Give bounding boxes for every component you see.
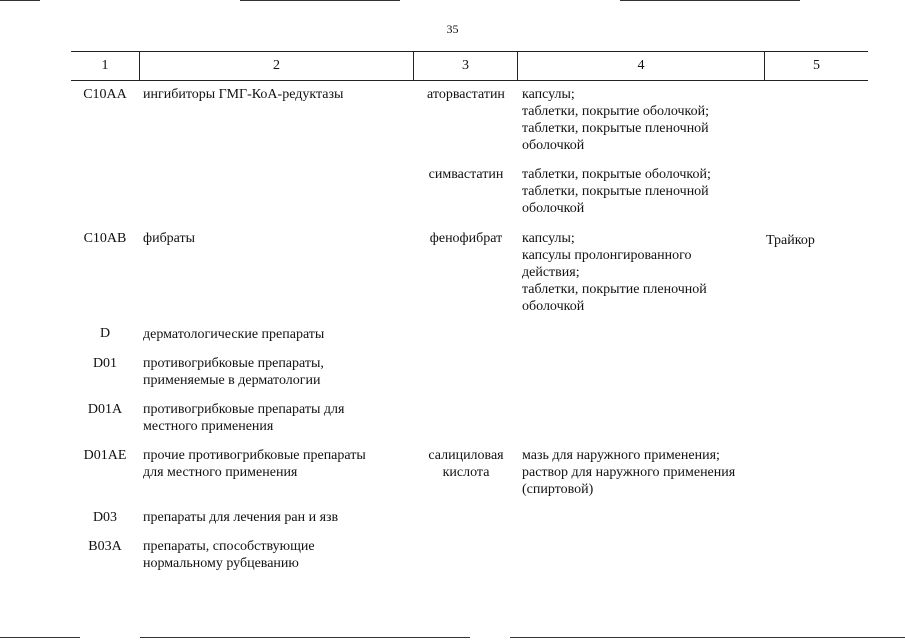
form-line: капсулы; [522, 231, 575, 246]
table-row-code: C10AB [83, 231, 127, 246]
table-row-inn [416, 447, 516, 481]
bottom-edge-line-left [0, 637, 80, 638]
table-row-code: C10AA [83, 87, 127, 102]
inn-line: фенофибрат [429, 231, 503, 246]
header-col-1: 1 [101, 58, 109, 73]
table-row-code: D03 [92, 510, 118, 525]
table-row-code: D01AE [83, 448, 127, 463]
form-line: (спиртовой) [522, 482, 594, 497]
name-line: препараты для лечения ран и язв [143, 510, 339, 525]
name-line: противогрибковые препараты, [143, 356, 324, 371]
table-row-name [143, 447, 413, 481]
table-row-code: D01A [87, 402, 123, 417]
bottom-edge-line-center [140, 637, 470, 638]
form-line: мазь для наружного применения; [522, 448, 720, 463]
inn-line: кислота [442, 465, 490, 480]
top-edge-line-right [620, 0, 800, 1]
table-row-brand: Трайкор [766, 233, 815, 248]
page-number: 35 [446, 22, 459, 36]
name-line: противогрибковые препараты для [143, 402, 345, 417]
form-line: таблетки, покрытые пленочной [522, 184, 709, 199]
inn-line: салициловая [428, 448, 504, 463]
table-row-form [522, 447, 764, 498]
form-line: раствор для наружного применения [522, 465, 736, 480]
table-row-name [143, 230, 413, 247]
name-line: применяемые в дерматологии [143, 373, 321, 388]
top-edge-line-left [0, 0, 40, 1]
header-col-2: 2 [273, 58, 280, 73]
name-line: нормальному рубцеванию [143, 556, 299, 571]
table-row-name [143, 401, 413, 435]
form-line: оболочкой [522, 299, 585, 314]
table-row-name [143, 509, 413, 526]
name-line: препараты, способствующие [143, 539, 315, 554]
inn-line: симвастатин [428, 167, 504, 182]
table-row-code: D01 [92, 356, 118, 371]
form-line: таблетки, покрытые оболочкой; [522, 167, 711, 182]
table-row-form [522, 230, 764, 315]
table-row-inn [416, 230, 516, 247]
name-line: местного применения [143, 419, 274, 434]
table-row-name [143, 355, 413, 389]
table-row-inn [416, 166, 516, 183]
form-line: действия; [522, 265, 580, 280]
table-row-name [143, 86, 413, 103]
table-row-code: B03A [88, 539, 122, 554]
form-line: таблетки, покрытые пленочной [522, 121, 709, 136]
form-line: оболочкой [522, 201, 585, 216]
header-col-4: 4 [637, 58, 645, 73]
name-line: дерматологические препараты [143, 327, 325, 342]
name-line: фибраты [143, 231, 196, 246]
name-line: ингибиторы ГМГ-КоА-редуктазы [143, 87, 344, 102]
form-line: таблетки, покрытие оболочкой; [522, 104, 709, 119]
form-line: таблетки, покрытие пленочной [522, 282, 707, 297]
bottom-edge-line-right [510, 637, 905, 638]
table-row-name [143, 538, 413, 572]
table-row-form [522, 166, 764, 217]
table-header [71, 51, 868, 81]
table-row-code: D [99, 326, 111, 341]
table-row-form [522, 86, 764, 154]
header-col-5: 5 [813, 58, 820, 73]
table-row-name [143, 326, 413, 343]
name-line: для местного применения [143, 465, 298, 480]
table-row-inn [416, 86, 516, 103]
top-edge-line-center [240, 0, 400, 1]
name-line: прочие противогрибковые препараты [143, 448, 366, 463]
form-line: капсулы пролонгированного [522, 248, 692, 263]
form-line: капсулы; [522, 87, 575, 102]
header-col-3: 3 [462, 58, 469, 73]
form-line: оболочкой [522, 138, 585, 153]
inn-line: аторвастатин [427, 87, 505, 102]
